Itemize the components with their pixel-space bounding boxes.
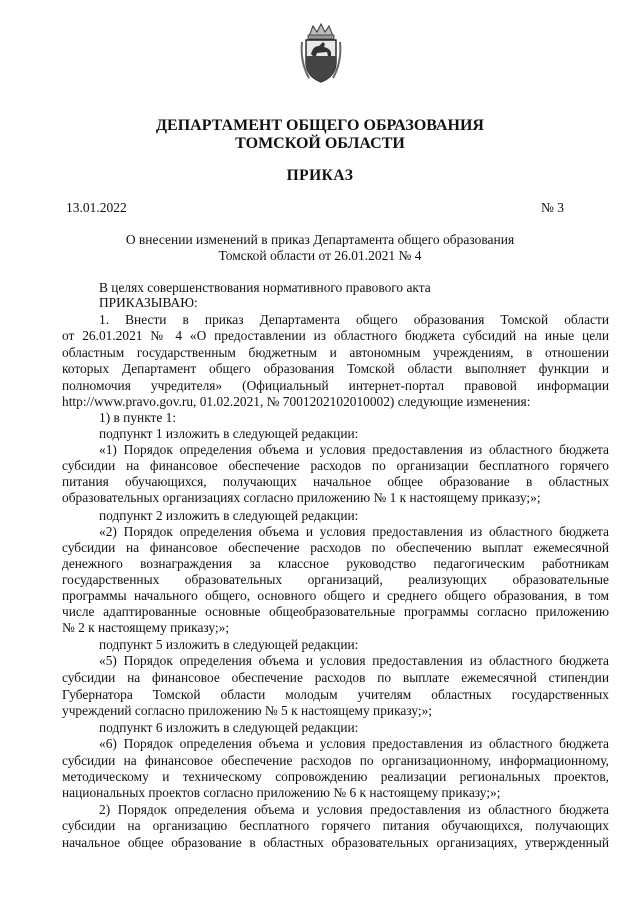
body-line: субсидии на финансовое обеспечение расходов по организации бесплатного горячего	[62, 458, 609, 473]
body-line: № 2 к настоящему приказу;»;	[62, 620, 230, 635]
body-line: 2) Порядок определения объема и условия предоставления из областного бюджета	[99, 802, 609, 817]
body-line: 1. Внести в приказ Департамента общего образования Томской области	[99, 312, 609, 327]
body-line: питания обучающихся, получающих начальное общее образование в областных	[62, 474, 609, 489]
body-line: подпункт 2 изложить в следующей редакции:	[99, 508, 359, 523]
order-date: 13.01.2022	[66, 200, 127, 215]
body-line: которых Департамент общего образования Томской области выполняет функции и	[62, 361, 609, 376]
body-line: субсидии на финансовое обеспечение расходов по выплате ежемесячной стипендии	[62, 670, 609, 685]
body-line: субсидии на финансовое обеспечение расходов по обеспечению выплат ежемесячной	[62, 540, 609, 555]
subject-line-1: О внесении изменений в приказ Департамента общего образования	[125, 232, 515, 247]
body-line: ПРИКАЗЫВАЮ:	[99, 295, 198, 310]
department-name-line2: ТОМСКОЙ ОБЛАСТИ	[235, 135, 405, 152]
body-line: учреждений согласно приложению № 5 к настоящему приказу;»;	[62, 703, 432, 718]
body-line: областным государственным бюджетным и автономным учреждениям, в отношении	[62, 345, 609, 360]
body-line: числе адаптированные основные общеобразовательные программы согласно приложению	[62, 604, 609, 619]
body-line: «2) Порядок определения объема и условия предоставления из областного бюджета	[99, 524, 609, 539]
body-line: полномочия учредителя» (Официальный интернет-портал правовой информации	[62, 378, 609, 393]
body-line: субсидии на финансовое обеспечение расходов по организационному, информационному,	[62, 753, 609, 768]
body-line: начальное общее образование в областных образовательных организациях, утвержденный	[62, 835, 609, 850]
body-line: подпункт 6 изложить в следующей редакции:	[99, 720, 359, 735]
body-line: http://www.pravo.gov.ru, 01.02.2021, № 7001202102010002) следующие изменения:	[62, 394, 531, 409]
order-number: № 3	[541, 200, 565, 215]
body-line: подпункт 1 изложить в следующей редакции:	[99, 426, 359, 441]
body-line: «5) Порядок определения объема и условия предоставления из областного бюджета	[99, 653, 609, 668]
document-type-title: ПРИКАЗ	[286, 167, 354, 184]
tomsk-coat-of-arms-icon	[299, 22, 343, 84]
body-line: денежного вознаграждения за классное руководство педагогическим работникам	[62, 556, 609, 571]
body-line: 1) в пункте 1:	[99, 410, 177, 425]
body-line: образовательных организациях согласно приложению № 1 к настоящему приказу;»;	[62, 490, 541, 505]
body-line: подпункт 5 изложить в следующей редакции:	[99, 637, 359, 652]
body-line: национальных проектов согласно приложению № 6 к настоящему приказу;»;	[62, 785, 501, 800]
body-line: В целях совершенствования нормативного правового акта	[99, 280, 431, 295]
body-line: «1) Порядок определения объема и условия предоставления из областного бюджета	[99, 442, 609, 457]
body-line: от 26.01.2021 № 4 «О предоставлении из областного бюджета субсидий на иные цели	[62, 328, 609, 343]
body-line: методическому и техническому сопровождению реализации региональных проектов,	[62, 769, 609, 784]
body-line: программы начального общего, основного общего и среднего общего образования, в том	[62, 588, 609, 603]
body-line: государственных образовательных организаций, реализующих образовательные	[62, 572, 609, 587]
body-line: «6) Порядок определения объема и условия предоставления из областного бюджета	[99, 736, 609, 751]
body-line: Губернатора Томской области молодым учителям областных государственных	[62, 687, 609, 702]
subject-line-2: Томской области от 26.01.2021 № 4	[218, 248, 422, 263]
body-line: субсидии на организацию бесплатного горячего питания обучающихся, получающих	[62, 818, 609, 833]
department-name-line1: ДЕПАРТАМЕНТ ОБЩЕГО ОБРАЗОВАНИЯ	[156, 117, 484, 134]
